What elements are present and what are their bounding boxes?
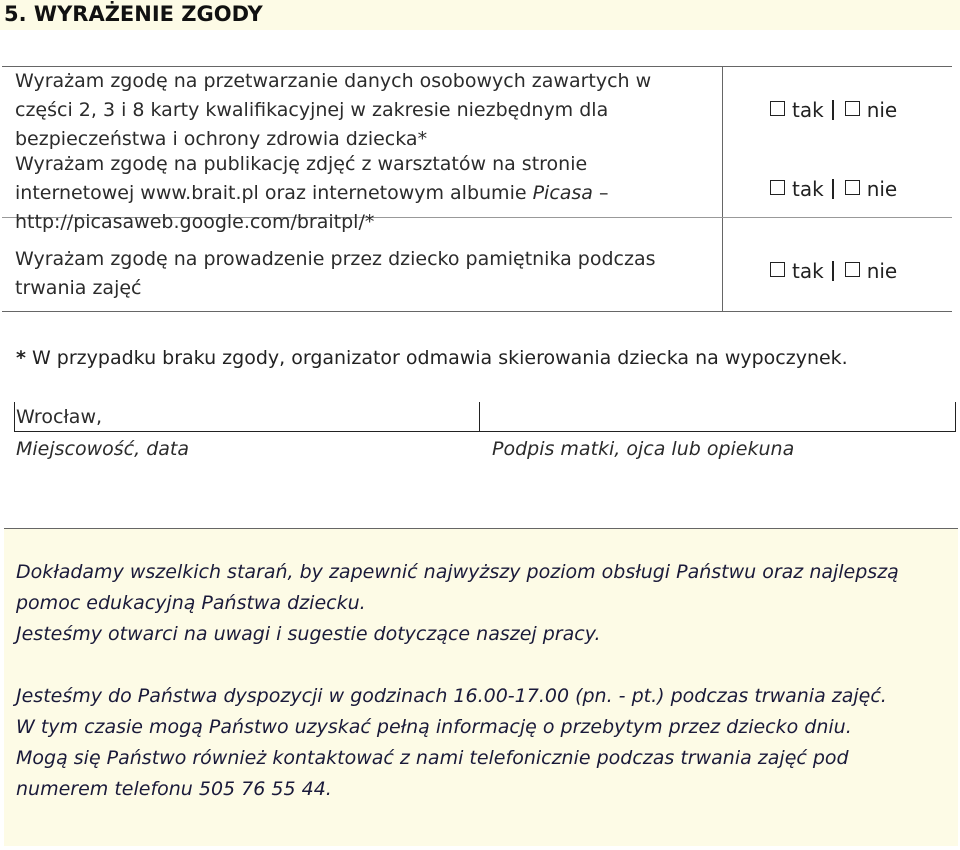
consent-1-line: bezpieczeństwa i ochrony zdrowia dziecka*	[15, 128, 428, 150]
place-date-caption: Miejscowość, data	[16, 438, 189, 460]
section-header-band	[0, 0, 960, 30]
signature-right-tick	[955, 402, 956, 432]
signature-mid-tick	[479, 402, 480, 432]
consent-1-text	[15, 67, 651, 154]
consent-3-no-label: nie	[866, 259, 898, 283]
consent-2-text	[15, 150, 609, 237]
footnote-star: *	[16, 347, 26, 369]
info-line: Jesteśmy otwarci na uwagi i sugestie dotyczące naszej pracy.	[16, 623, 601, 645]
consent-2-line-text: internetowej www.brait.pl oraz internetowym albumie	[15, 182, 533, 204]
consent-3-text	[15, 245, 656, 303]
consent-3-yes-checkbox[interactable]	[770, 262, 785, 277]
table-column-divider	[722, 67, 723, 311]
choice-separator	[832, 179, 834, 199]
consent-2-no-label: nie	[866, 177, 898, 201]
place-date-line	[14, 431, 479, 432]
info-paragraph-1	[16, 557, 899, 650]
consent-2-line: Wyrażam zgodę na publikację zdjęć z warsztatów na stronie	[15, 153, 588, 175]
consent-2-line: http://picasaweb.google.com/braitpl/*	[15, 211, 375, 233]
footnote	[16, 343, 848, 373]
info-line: numerem telefonu 505 76 55 44.	[16, 778, 332, 800]
signature-left-tick	[14, 402, 15, 432]
consent-3-yes-label: tak	[792, 259, 824, 283]
consent-1-yes-checkbox[interactable]	[770, 101, 785, 116]
choice-separator	[832, 261, 834, 281]
consent-2-album-name: Picasa	[532, 182, 593, 204]
consent-2-yes-label: tak	[792, 177, 824, 201]
consent-2-line	[15, 179, 609, 208]
choice-separator	[832, 100, 834, 120]
info-line: Mogą się Państwo również kontaktować z nami telefonicznie podczas trwania zajęć pod	[16, 747, 849, 769]
consent-2-no-checkbox[interactable]	[845, 180, 860, 195]
consent-1-no-checkbox[interactable]	[845, 101, 860, 116]
consent-3-line: trwania zajęć	[15, 277, 142, 299]
info-line: pomoc edukacyjną Państwa dziecku.	[16, 592, 366, 614]
consent-2-line-dash: –	[592, 182, 609, 204]
signature-caption: Podpis matki, ojca lub opiekuna	[492, 438, 795, 460]
consent-2-choice	[770, 176, 897, 202]
consent-3-choice	[770, 258, 897, 284]
footnote-text: W przypadku braku zgody, organizator odmawia skierowania dziecka na wypoczynek.	[25, 347, 848, 369]
consent-1-no-label: nie	[866, 98, 898, 122]
consent-3-no-checkbox[interactable]	[845, 262, 860, 277]
consent-3-line: Wyrażam zgodę na prowadzenie przez dziecko pamiętnika podczas	[15, 248, 656, 270]
info-line: Jesteśmy do Państwa dyspozycji w godzinach 16.00-17.00 (pn. - pt.) podczas trwania zajęć.	[16, 685, 887, 707]
signature-line	[479, 431, 956, 432]
consent-1-yes-label: tak	[792, 98, 824, 122]
consent-1-line: Wyrażam zgodę na przetwarzanie danych osobowych zawartych w	[15, 70, 652, 92]
place-value: Wrocław,	[16, 406, 103, 428]
info-line: W tym czasie mogą Państwo uzyskać pełną informację o przebytym przez dziecko dniu.	[16, 716, 852, 738]
info-line: Dokładamy wszelkich starań, by zapewnić najwyższy poziom obsługi Państwu oraz najlepszą	[16, 561, 899, 583]
consent-2-yes-checkbox[interactable]	[770, 180, 785, 195]
consent-table	[2, 66, 952, 312]
consent-1-line: części 2, 3 i 8 karty kwalifikacyjnej w zakresie niezbędnym dla	[15, 99, 609, 121]
info-paragraph-2	[16, 681, 887, 805]
section-title: 5. WYRAŻENIE ZGODY	[4, 2, 263, 26]
consent-1-choice	[770, 97, 897, 123]
